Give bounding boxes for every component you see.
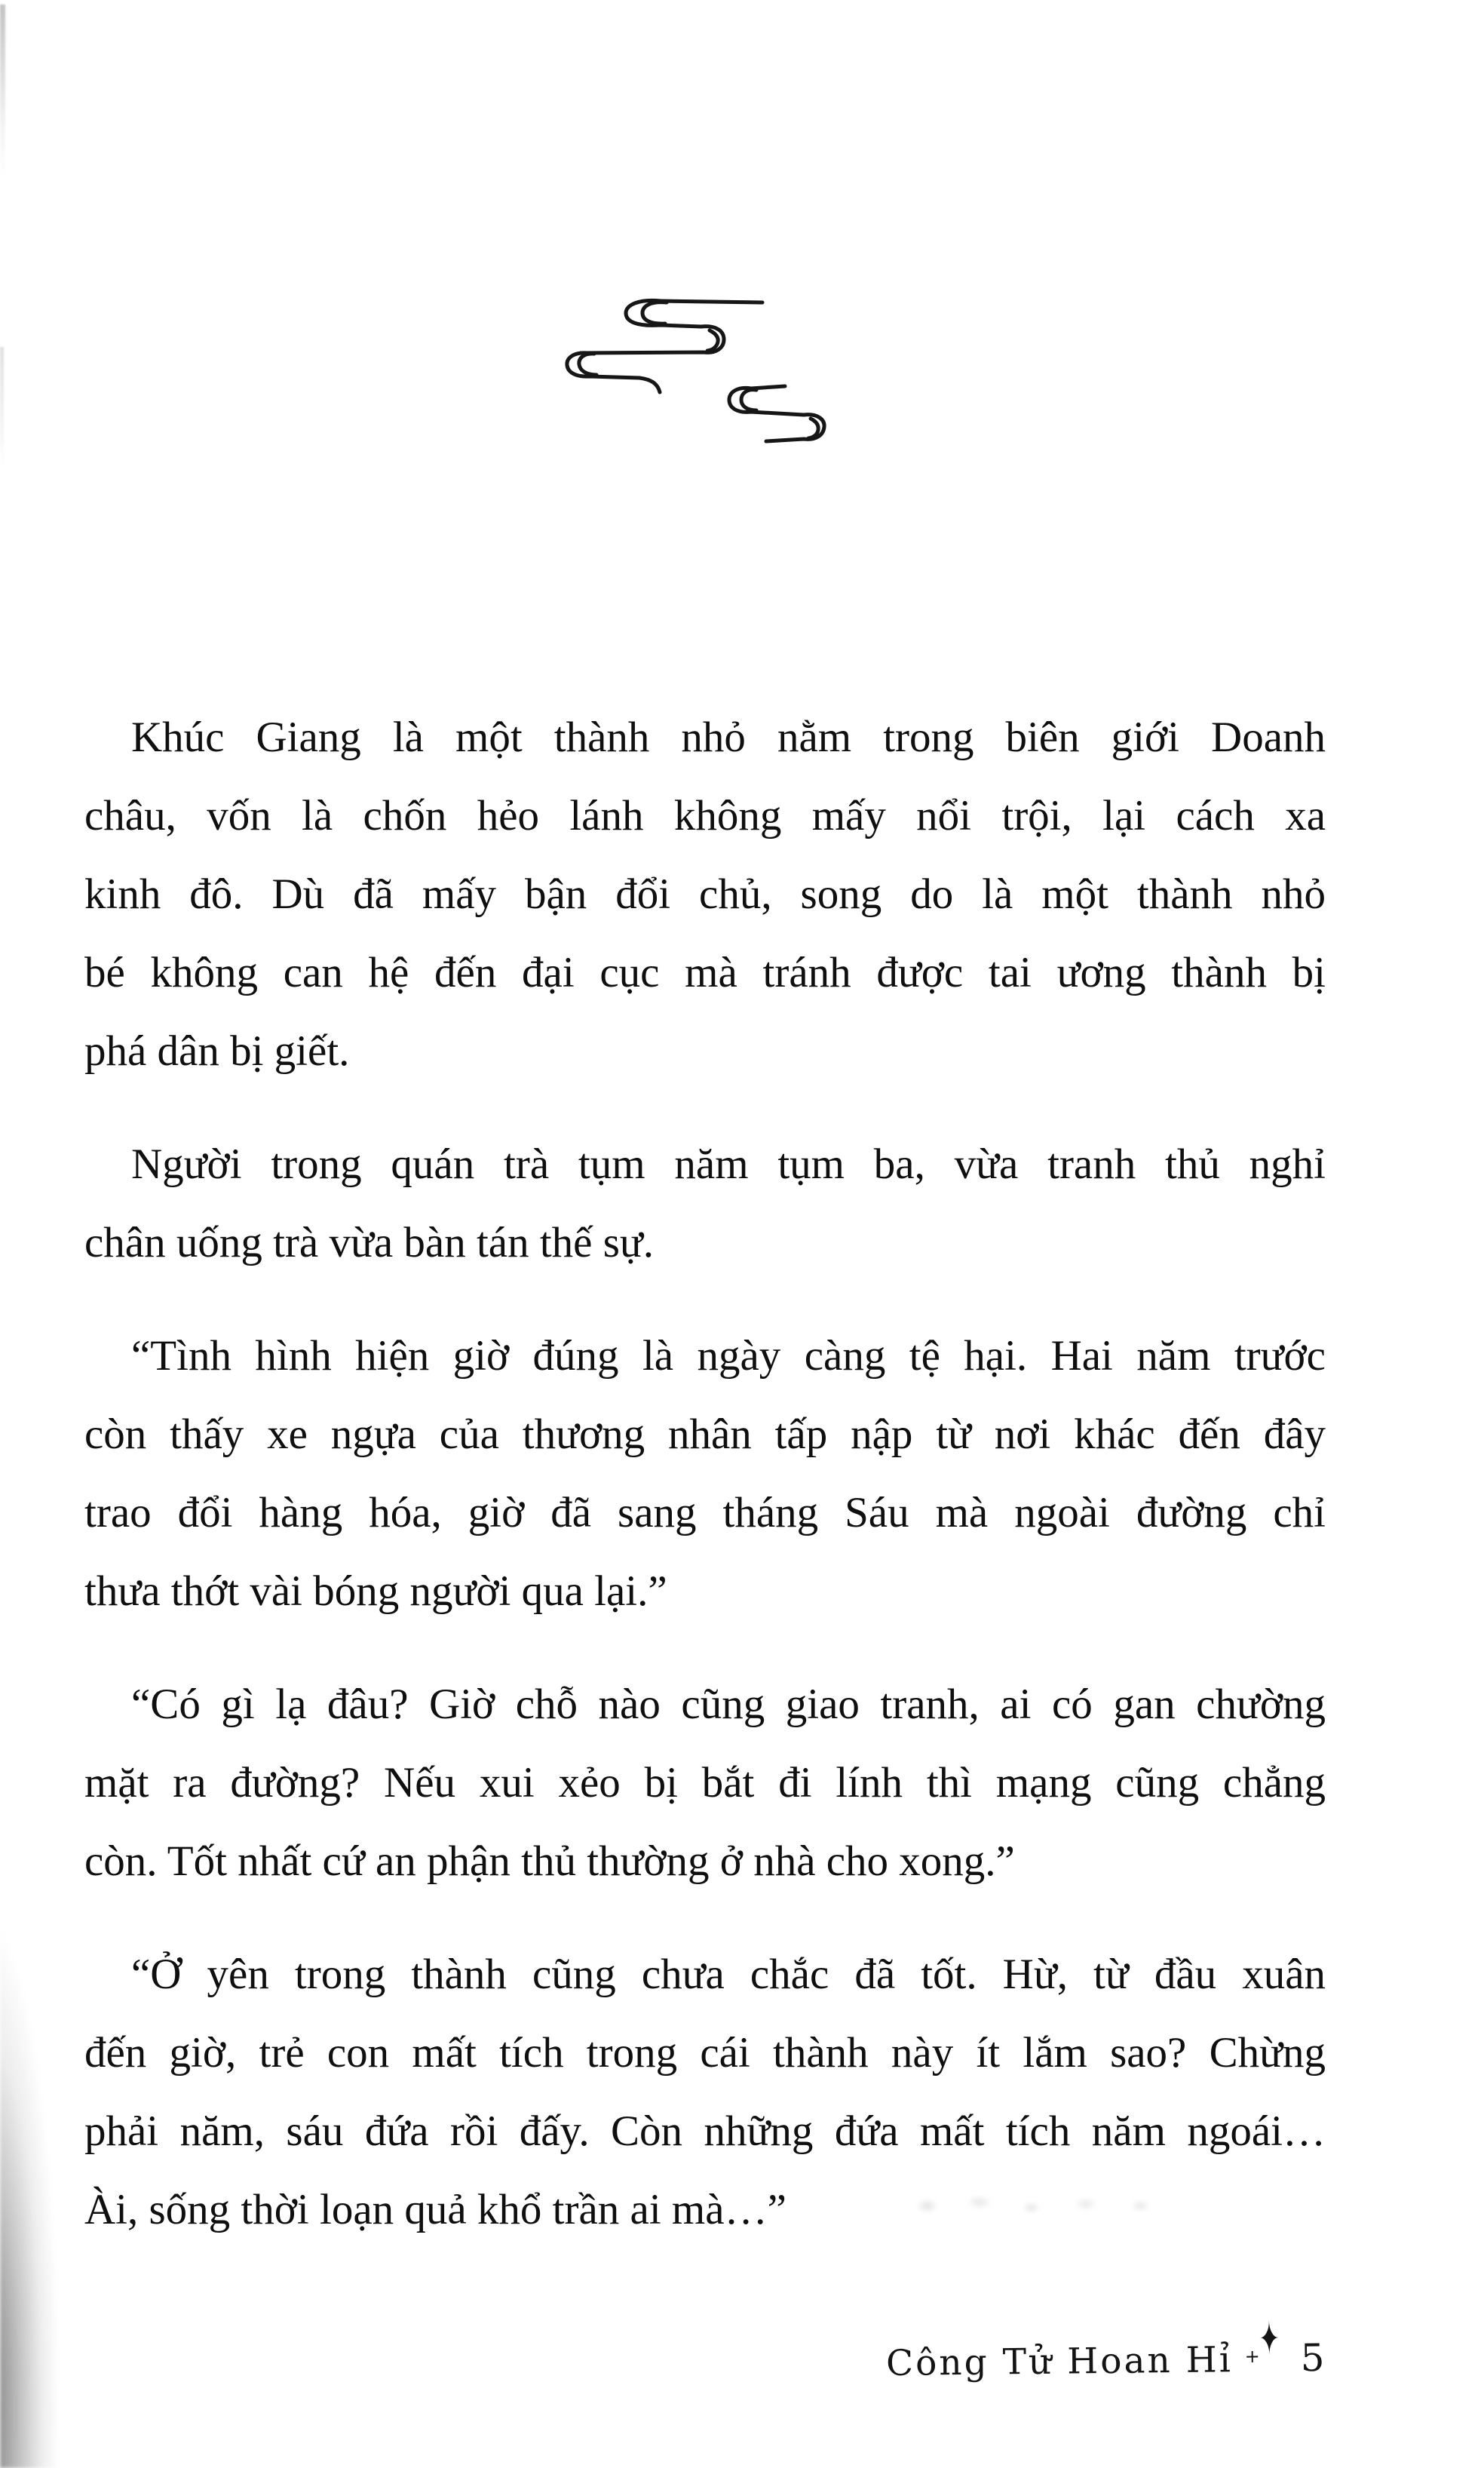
scan-edge-mark bbox=[0, 5, 5, 178]
text-line: Ài, sống thời loạn quả khổ trần ai mà…” bbox=[84, 2186, 786, 2233]
text-line: thưa thớt vài bóng người qua lại.” bbox=[84, 1567, 667, 1615]
text-line: còn thấy xe ngựa của thương nhân tấp nập từ nơi khác đến đây bbox=[84, 1411, 1326, 1458]
text-line: phá dân bị giết. bbox=[84, 1027, 350, 1075]
cloud-scroll-ornament-icon bbox=[564, 293, 834, 450]
paragraph bbox=[84, 1317, 1326, 1631]
text-line: “Ở yên trong thành cũng chưa chắc đã tốt. Hừ, từ đầu xuân bbox=[131, 1951, 1326, 1998]
book-title: Công Tử Hoan Hỉ bbox=[885, 2339, 1233, 2385]
text-line: còn. Tốt nhất cứ an phận thủ thường ở nhà cho xong.” bbox=[84, 1837, 1015, 1885]
text-line: châu, vốn là chốn hẻo lánh không mấy nổi trội, lại cách xa bbox=[84, 792, 1326, 840]
scan-edge-mark bbox=[0, 347, 4, 468]
spine-shadow-artifact bbox=[0, 1780, 57, 2468]
text-line: “Có gì lạ đâu? Giờ chỗ nào cũng giao tranh, ai có gan chường bbox=[131, 1681, 1326, 1728]
page-number: 5 bbox=[1299, 2335, 1325, 2381]
paragraph bbox=[84, 1125, 1326, 1282]
text-line: kinh đô. Dù đã mấy bận đổi chủ, song do là một thành nhỏ bbox=[84, 870, 1326, 918]
text-line: Khúc Giang là một thành nhỏ nằm trong biên giới Doanh bbox=[131, 714, 1326, 761]
text-line: bé không can hệ đến đại cục mà tránh được tai ương thành bị bbox=[84, 949, 1326, 996]
text-line: “Tình hình hiện giờ đúng là ngày càng tệ hại. Hai năm trước bbox=[131, 1332, 1326, 1380]
text-line: Người trong quán trà tụm năm tụm ba, vừa tranh thủ nghỉ bbox=[131, 1140, 1326, 1188]
text-line: trao đổi hàng hóa, giờ đã sang tháng Sáu mà ngoài đường chỉ bbox=[84, 1489, 1326, 1536]
text-line: đến giờ, trẻ con mất tích trong cái thành này ít lắm sao? Chừng bbox=[84, 2029, 1326, 2077]
body-text bbox=[84, 698, 1326, 2249]
sparkle-icon: + ✦ bbox=[1244, 2313, 1280, 2368]
paragraph bbox=[84, 698, 1326, 1091]
text-line: mặt ra đường? Nếu xui xẻo bị bắt đi lính thì mạng cũng chẳng bbox=[84, 1759, 1326, 1806]
paragraph bbox=[84, 1935, 1326, 2249]
text-line: phải năm, sáu đứa rồi đấy. Còn những đứa mất tích năm ngoái… bbox=[84, 2107, 1326, 2155]
text-line: chân uống trà vừa bàn tán thế sự. bbox=[84, 1219, 655, 1266]
paragraph bbox=[84, 1665, 1326, 1901]
page-footer bbox=[885, 2313, 1325, 2385]
